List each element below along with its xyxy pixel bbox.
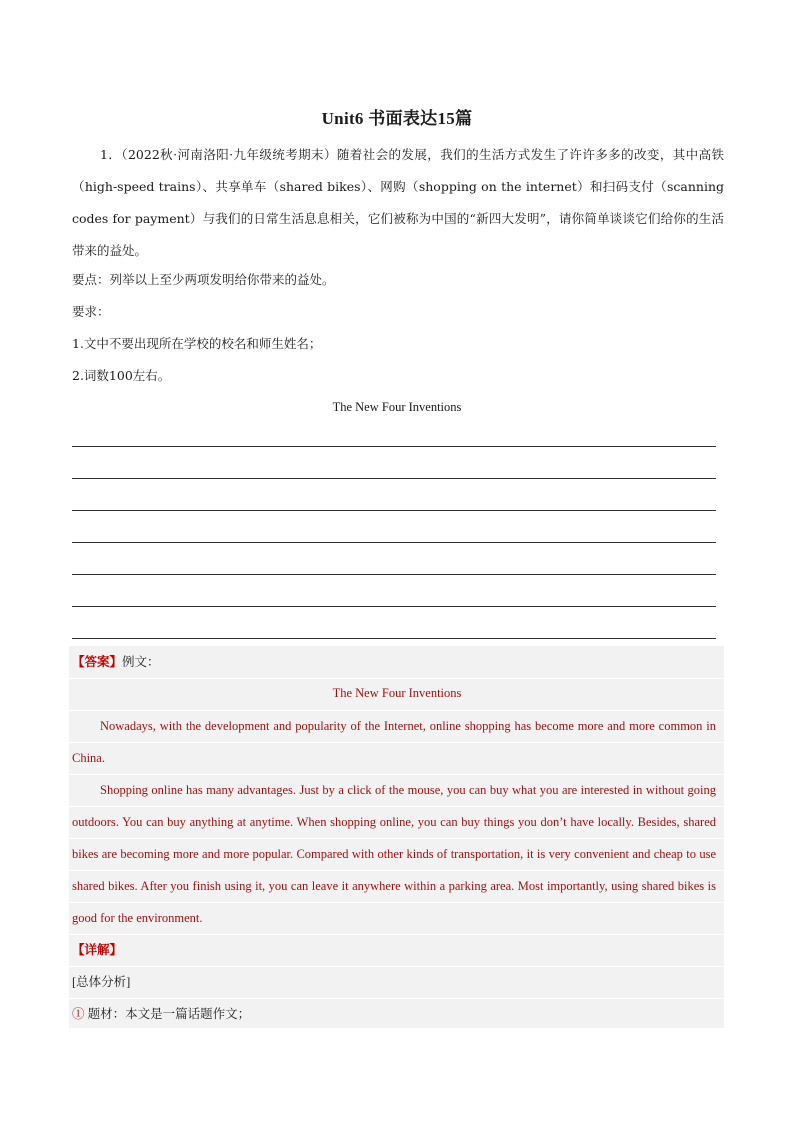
- answer-paragraph-2: Shopping online has many advantages. Just by a click of the mouse, you can buy what you are interested in without going outdoors. You can buy anything at anytime. When shopping online, you can buy things you don’t have locally. Besides, shared bikes are becoming more and more popular. Compared with other kinds of transportation, it is very convenient and cheap to use shared bikes. After you finish using it, you can leave it anywhere within a parking area. Most importantly, using shared bikes is good for the environment.: [72, 783, 716, 925]
- question-text: 1．（2022秋·河南洛阳·九年级统考期末）随着社会的发展，我们的生活方式发生了许许多多的改变，其中高铁（high-speed trains）、共享单车（shared bikes）、网购（shopping on the internet）和扫码支付（scanning codes for payment）与我们的日常生活息息相关，它们被称为中国的“新四大发明”，请你简单谈谈它们给你的生活带来的益处。: [72, 147, 724, 258]
- answer-label: 【答案】: [72, 655, 123, 669]
- page-title: Unit6 书面表达15篇: [321, 109, 473, 128]
- answer-paragraph-1: Nowadays, with the development and popularity of the Internet, online shopping has become more and more common in China.: [72, 719, 716, 765]
- answer-essay-title: The New Four Inventions: [332, 686, 462, 700]
- detail-heading: [72, 934, 716, 966]
- detail-label: 【详解】: [72, 943, 123, 957]
- writing-line: [72, 478, 716, 479]
- analysis-point-1: [72, 998, 716, 1030]
- writing-line: [72, 574, 716, 575]
- requirement-1: 1.文中不要出现所在学校的校名和师生姓名；: [72, 336, 322, 351]
- answer-heading: [72, 646, 716, 678]
- writing-line: [72, 606, 716, 607]
- point-text: 题材：本文是一篇话题作文；: [84, 1007, 251, 1021]
- writing-line: [72, 542, 716, 543]
- writing-line: [72, 446, 716, 447]
- requirement-2: 2.词数100左右。: [72, 368, 171, 383]
- analysis-label: [总体分析]: [72, 975, 131, 989]
- row-divider: [69, 678, 724, 679]
- essay-title: The New Four Inventions: [332, 400, 462, 414]
- writing-line: [72, 510, 716, 511]
- point-marker: ①: [72, 1007, 85, 1021]
- requirements-label: 要求：: [72, 304, 110, 319]
- writing-line: [72, 638, 716, 639]
- answer-label-suffix: 例文：: [122, 655, 160, 669]
- key-points: 要点：列举以上至少两项发明给你带来的益处。: [72, 272, 335, 287]
